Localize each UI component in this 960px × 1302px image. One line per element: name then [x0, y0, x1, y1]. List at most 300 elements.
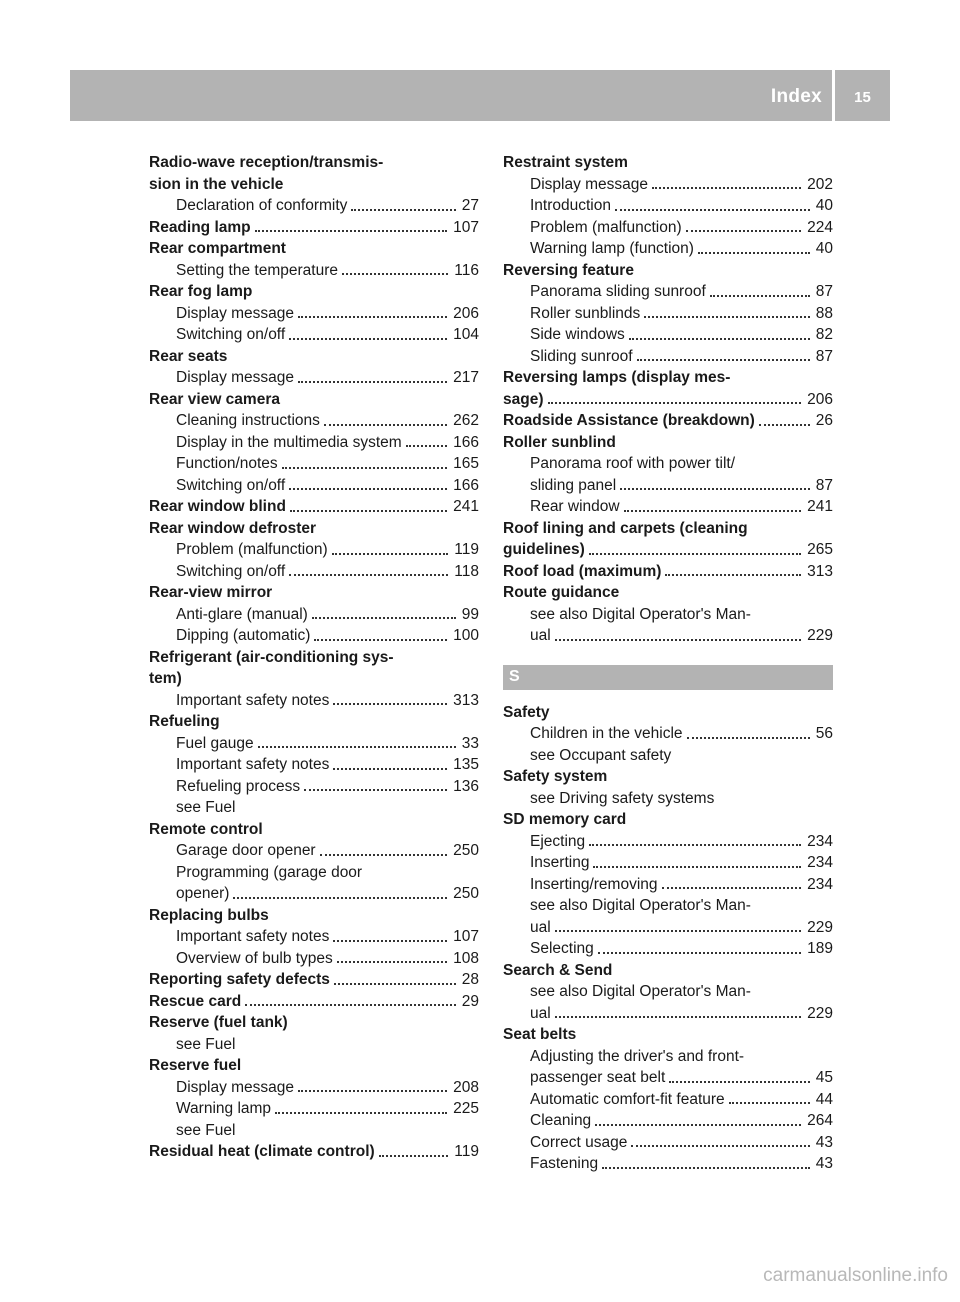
- page-reference: 166: [453, 476, 479, 494]
- index-subentry: [149, 453, 479, 475]
- dot-leader: [710, 295, 810, 297]
- entry-text: Important safety notes: [176, 928, 330, 945]
- page-reference: 119: [454, 1143, 479, 1160]
- entry-text: Side windows: [530, 326, 625, 343]
- page-reference: 217: [453, 369, 479, 386]
- dot-leader: [333, 703, 447, 705]
- page-reference: 225: [453, 1100, 479, 1117]
- index-entry: [149, 346, 479, 368]
- index-subentry: [149, 797, 479, 819]
- index-subentry: [149, 1077, 479, 1099]
- entry-text: Warning lamp: [176, 1100, 272, 1117]
- entry-text: Search & Send: [503, 961, 613, 979]
- entry-text: Problem (malfunction): [530, 218, 682, 236]
- entry-text: Switching on/off: [176, 476, 286, 494]
- index-subentry: [503, 1110, 833, 1132]
- page-reference: 43: [815, 1133, 833, 1151]
- entry-text: Introduction: [530, 197, 611, 214]
- entry-text: Replacing bulbs: [149, 906, 269, 924]
- index-entry: [503, 561, 833, 583]
- index-entry: [503, 432, 833, 454]
- page-reference: 40: [815, 240, 833, 257]
- index-subentry: [149, 862, 479, 884]
- page-reference: 262: [453, 412, 479, 429]
- dot-leader: [304, 789, 447, 791]
- index-entry: [149, 281, 479, 303]
- entry-text: Sliding sunroof: [530, 347, 633, 365]
- index-entry: [149, 991, 479, 1013]
- entry-text: Rear window defroster: [149, 519, 317, 537]
- page-reference: 99: [461, 605, 479, 623]
- page-reference: 40: [815, 197, 833, 214]
- entry-text: Rescue card: [149, 992, 242, 1010]
- index-subentry: [503, 745, 833, 767]
- dot-leader: [298, 1090, 447, 1092]
- page-reference: 104: [453, 326, 479, 343]
- index-subentry: [503, 1067, 833, 1089]
- entry-text: Function/notes: [176, 455, 278, 472]
- index-subentry: [503, 475, 833, 497]
- entry-text: Inserting/removing: [530, 875, 658, 893]
- header-bar: [70, 70, 832, 121]
- index-subentry: [149, 625, 479, 647]
- entry-text: Cleaning instructions: [176, 412, 320, 429]
- page-reference: 234: [807, 875, 833, 893]
- entry-text: Declaration of conformity: [176, 197, 348, 214]
- dot-leader: [593, 866, 801, 868]
- page-reference: 27: [461, 197, 479, 214]
- index-subentry: [503, 938, 833, 960]
- index-subentry: [149, 883, 479, 905]
- index-subentry: [149, 303, 479, 325]
- index-subentry: [503, 1153, 833, 1175]
- dot-leader: [615, 209, 810, 211]
- index-entry: [149, 647, 479, 669]
- entry-text: Panorama sliding sunroof: [530, 283, 706, 300]
- entry-text: see also Digital Operator's Man-: [530, 605, 751, 623]
- page-reference: 33: [461, 734, 479, 752]
- dot-leader: [324, 424, 447, 426]
- index-subentry: [503, 195, 833, 217]
- entry-text: see Fuel: [176, 799, 236, 816]
- entry-text: Problem (malfunction): [176, 541, 328, 558]
- dot-leader: [686, 230, 802, 232]
- page-reference: 208: [453, 1078, 479, 1096]
- dot-leader: [342, 273, 448, 275]
- page-reference: 234: [807, 832, 833, 850]
- dot-leader: [289, 488, 447, 490]
- entry-text: Refueling: [149, 713, 220, 730]
- entry-text: Roller sunblind: [503, 433, 616, 451]
- entry-text: Automatic comfort-fit feature: [530, 1090, 725, 1108]
- index-subentry: [503, 174, 833, 196]
- entry-text: Reading lamp: [149, 218, 251, 236]
- entry-text: Reserve (fuel tank): [149, 1014, 288, 1031]
- index-entry: [149, 389, 479, 411]
- index-entry: [503, 809, 833, 831]
- dot-leader: [687, 737, 810, 739]
- entry-text: see Fuel: [176, 1035, 236, 1053]
- index-subentry: [503, 281, 833, 303]
- page-number-box: [835, 70, 890, 121]
- page-reference: 189: [807, 940, 833, 957]
- index-subentry: [503, 1132, 833, 1154]
- page-reference: 107: [453, 218, 479, 236]
- dot-leader: [555, 639, 801, 641]
- dot-leader: [289, 574, 448, 576]
- dot-leader: [669, 1081, 809, 1083]
- dot-leader: [637, 359, 810, 361]
- page-reference: 241: [807, 498, 833, 515]
- dot-leader: [255, 230, 447, 232]
- entry-text: Fastening: [530, 1155, 599, 1172]
- dot-leader: [298, 381, 447, 383]
- index-subentry: [503, 453, 833, 475]
- entry-text: Reserve fuel: [149, 1057, 242, 1074]
- entry-text: Important safety notes: [176, 756, 330, 773]
- index-entry: [503, 1024, 833, 1046]
- page-reference: 108: [453, 949, 479, 967]
- index-subentry: [149, 561, 479, 583]
- index-subentry: [149, 604, 479, 626]
- page-title: Index: [770, 86, 822, 107]
- dot-leader: [289, 338, 447, 340]
- page-reference: 87: [815, 476, 833, 494]
- entry-text: Remote control: [149, 820, 263, 838]
- page-reference: 229: [807, 918, 833, 936]
- index-entry: [149, 819, 479, 841]
- index-entry: [149, 518, 479, 540]
- dot-leader: [555, 1016, 801, 1018]
- entry-text: see also Digital Operator's Man-: [530, 983, 751, 1000]
- index-entry: [503, 389, 833, 411]
- dot-leader: [620, 488, 810, 490]
- page-reference: 135: [453, 756, 479, 773]
- page-reference: 116: [454, 261, 479, 279]
- page-reference: 28: [461, 971, 479, 988]
- page-reference: 265: [807, 541, 833, 558]
- entry-text: Safety system: [503, 768, 608, 785]
- entry-text: Seat belts: [503, 1026, 577, 1043]
- index-subentry: [503, 604, 833, 626]
- index-subentry: [503, 788, 833, 810]
- dot-leader: [548, 402, 802, 404]
- index-column-right: [503, 152, 833, 1175]
- index-subentry: [149, 475, 479, 497]
- index-subentry: [149, 324, 479, 346]
- index-entry: [503, 582, 833, 604]
- page-reference: 43: [815, 1155, 833, 1172]
- entry-text: Cleaning: [530, 1112, 592, 1129]
- index-column-left: [149, 152, 479, 1163]
- entry-text: Restraint system: [503, 154, 628, 171]
- dot-leader: [665, 574, 801, 576]
- dot-leader: [624, 510, 802, 512]
- entry-text: opener): [176, 885, 230, 902]
- page-reference: 136: [453, 777, 479, 795]
- dot-leader: [589, 844, 801, 846]
- dot-leader: [555, 930, 801, 932]
- index-subentry: [149, 367, 479, 389]
- index-entry: [149, 238, 479, 260]
- entry-text: Roadside Assistance (breakdown): [503, 412, 755, 429]
- entry-text: Switching on/off: [176, 562, 286, 580]
- page-reference: 206: [453, 304, 479, 322]
- dot-leader: [258, 746, 456, 748]
- dot-leader: [314, 639, 447, 641]
- index-entry: [149, 905, 479, 927]
- entry-text: Safety: [503, 703, 550, 721]
- entry-text: Display message: [176, 369, 295, 386]
- dot-leader: [333, 768, 447, 770]
- dot-leader: [298, 316, 447, 318]
- index-subentry: [503, 1003, 833, 1025]
- entry-text: Radio-wave reception/transmis-: [149, 154, 384, 171]
- entry-text: see Occupant safety: [530, 746, 672, 764]
- dot-leader: [595, 1124, 801, 1126]
- index-entry: [149, 1141, 479, 1163]
- page-reference: 264: [807, 1112, 833, 1129]
- index-subentry: [149, 539, 479, 561]
- index-subentry: [503, 874, 833, 896]
- entry-text: see Driving safety systems: [530, 789, 715, 807]
- dot-leader: [351, 209, 455, 211]
- page-reference: 44: [815, 1090, 833, 1108]
- entry-text: see Fuel: [176, 1121, 236, 1139]
- page-reference: 119: [454, 541, 479, 558]
- dot-leader: [282, 467, 447, 469]
- entry-text: see also Digital Operator's Man-: [530, 897, 751, 914]
- entry-text: Programming (garage door: [176, 863, 363, 881]
- index-subentry: [503, 217, 833, 239]
- page-reference: 82: [815, 326, 833, 343]
- dot-leader: [589, 553, 801, 555]
- dot-leader: [759, 424, 810, 426]
- page-reference: 250: [453, 885, 479, 902]
- index-entry: [149, 1055, 479, 1077]
- section-heading: [503, 665, 833, 690]
- index-entry: [503, 702, 833, 724]
- page-reference: 202: [807, 175, 833, 193]
- page-reference: 229: [807, 1004, 833, 1022]
- entry-text: Rear fog lamp: [149, 283, 253, 300]
- index-subentry: [149, 690, 479, 712]
- dot-leader: [290, 510, 447, 512]
- entry-text: Setting the temperature: [176, 261, 338, 279]
- entry-text: Selecting: [530, 940, 594, 957]
- entry-text: Panorama roof with power tilt/: [530, 455, 736, 472]
- entry-text: sliding panel: [530, 476, 617, 494]
- entry-text: Rear window blind: [149, 498, 286, 515]
- entry-text: ual: [530, 918, 551, 936]
- entry-text: Garage door opener: [176, 842, 316, 859]
- index-entry: [149, 582, 479, 604]
- index-subentry: [503, 1046, 833, 1068]
- entry-text: Refrigerant (air-conditioning sys-: [149, 648, 394, 666]
- entry-text: Rear view camera: [149, 390, 280, 408]
- page-reference: 107: [453, 928, 479, 945]
- index-subentry: [503, 625, 833, 647]
- entry-text: Display message: [530, 175, 649, 193]
- entry-text: Display in the multimedia system: [176, 433, 402, 451]
- entry-text: Roller sunblinds: [530, 304, 641, 322]
- index-entry: [149, 1012, 479, 1034]
- entry-text: Switching on/off: [176, 326, 286, 343]
- dot-leader: [334, 983, 456, 985]
- index-subentry: [503, 723, 833, 745]
- page-reference: 87: [815, 347, 833, 365]
- dot-leader: [598, 952, 801, 954]
- entry-text: Roof load (maximum): [503, 562, 662, 580]
- entry-text: Display message: [176, 304, 295, 322]
- dot-leader: [406, 445, 447, 447]
- page-reference: 100: [453, 627, 479, 644]
- index-subentry: [149, 948, 479, 970]
- index-entry: [149, 668, 479, 690]
- page-reference: 313: [807, 562, 833, 580]
- index-entry: [503, 539, 833, 561]
- entry-text: Warning lamp (function): [530, 240, 694, 257]
- dot-leader: [333, 940, 447, 942]
- page-reference: 26: [815, 412, 833, 429]
- dot-leader: [629, 338, 810, 340]
- entry-text: Fuel gauge: [176, 734, 254, 752]
- dot-leader: [729, 1102, 810, 1104]
- entry-text: Reporting safety defects: [149, 971, 330, 988]
- entry-text: Inserting: [530, 854, 590, 871]
- entry-text: Residual heat (climate control): [149, 1143, 375, 1160]
- index-entry: [503, 152, 833, 174]
- index-entry: [149, 969, 479, 991]
- index-entry: [503, 766, 833, 788]
- index-subentry: [503, 324, 833, 346]
- page-reference: 29: [461, 992, 479, 1010]
- dot-leader: [233, 897, 447, 899]
- index-entry: [503, 518, 833, 540]
- entry-text: Children in the vehicle: [530, 725, 683, 742]
- entry-text: guidelines): [503, 541, 585, 558]
- dot-leader: [245, 1004, 456, 1006]
- dot-leader: [652, 187, 801, 189]
- dot-leader: [602, 1167, 810, 1169]
- index-subentry: [503, 1089, 833, 1111]
- index-subentry: [503, 981, 833, 1003]
- page-reference: 45: [815, 1069, 833, 1086]
- page-reference: 118: [454, 562, 479, 580]
- entry-text: Route guidance: [503, 584, 620, 601]
- index-entry: [503, 410, 833, 432]
- dot-leader: [275, 1112, 447, 1114]
- entry-text: passenger seat belt: [530, 1069, 666, 1086]
- page-reference: 206: [807, 390, 833, 408]
- entry-text: Reversing feature: [503, 261, 634, 279]
- index-subentry: [503, 496, 833, 518]
- dot-leader: [320, 854, 448, 856]
- entry-text: Rear-view mirror: [149, 584, 273, 601]
- page-reference: 234: [807, 854, 833, 871]
- entry-text: Dipping (automatic): [176, 627, 311, 644]
- index-subentry: [503, 238, 833, 260]
- entry-text: Reversing lamps (display mes-: [503, 369, 731, 386]
- entry-text: Refueling process: [176, 777, 301, 795]
- dot-leader: [379, 1155, 449, 1157]
- page-reference: 224: [807, 218, 833, 236]
- index-entry: [149, 217, 479, 239]
- index-entry: [149, 174, 479, 196]
- entry-text: Display message: [176, 1078, 295, 1096]
- page-reference: 166: [453, 433, 479, 451]
- page-reference: 56: [815, 725, 833, 742]
- dot-leader: [312, 617, 456, 619]
- dot-leader: [644, 316, 809, 318]
- index-subentry: [149, 776, 479, 798]
- page-reference: 250: [453, 842, 479, 859]
- index-subentry: [149, 432, 479, 454]
- entry-text: Correct usage: [530, 1133, 628, 1151]
- dot-leader: [631, 1145, 809, 1147]
- index-subentry: [503, 831, 833, 853]
- index-subentry: [149, 926, 479, 948]
- entry-text: sage): [503, 390, 544, 408]
- index-entry: [149, 152, 479, 174]
- index-subentry: [149, 754, 479, 776]
- entry-text: tem): [149, 670, 182, 687]
- index-subentry: [503, 852, 833, 874]
- index-subentry: [149, 260, 479, 282]
- dot-leader: [662, 887, 802, 889]
- page-reference: 229: [807, 627, 833, 644]
- dot-leader: [332, 553, 449, 555]
- index-subentry: [149, 1098, 479, 1120]
- index-subentry: [503, 895, 833, 917]
- index-entry: [503, 260, 833, 282]
- index-subentry: [149, 840, 479, 862]
- entry-text: Rear seats: [149, 347, 228, 365]
- entry-text: Rear compartment: [149, 240, 286, 257]
- dot-leader: [337, 961, 447, 963]
- entry-text: ual: [530, 1004, 551, 1022]
- index-subentry: [503, 346, 833, 368]
- index-subentry: [503, 303, 833, 325]
- entry-text: Rear window: [530, 498, 620, 515]
- page-reference: 88: [815, 304, 833, 322]
- entry-text: ual: [530, 627, 551, 644]
- entry-text: SD memory card: [503, 811, 627, 828]
- entry-text: Adjusting the driver's and front-: [530, 1047, 745, 1065]
- entry-text: Important safety notes: [176, 691, 330, 709]
- index-entry: [149, 496, 479, 518]
- section-letter: S: [509, 667, 520, 685]
- page-number: 15: [854, 89, 871, 106]
- page-reference: 165: [453, 455, 479, 472]
- entry-text: Ejecting: [530, 832, 586, 850]
- watermark: carmanualsonline.info: [763, 1265, 948, 1286]
- entry-text: Anti-glare (manual): [176, 605, 308, 623]
- index-entry: [149, 711, 479, 733]
- index-subentry: [149, 410, 479, 432]
- entry-text: Overview of bulb types: [176, 949, 333, 967]
- index-subentry: [149, 733, 479, 755]
- dot-leader: [698, 252, 810, 254]
- index-entry: [503, 960, 833, 982]
- page-reference: 241: [453, 498, 479, 515]
- index-subentry: [503, 917, 833, 939]
- index-subentry: [149, 1120, 479, 1142]
- page-reference: 313: [453, 691, 479, 709]
- index-subentry: [149, 1034, 479, 1056]
- page-reference: 87: [815, 283, 833, 300]
- index-entry: [503, 367, 833, 389]
